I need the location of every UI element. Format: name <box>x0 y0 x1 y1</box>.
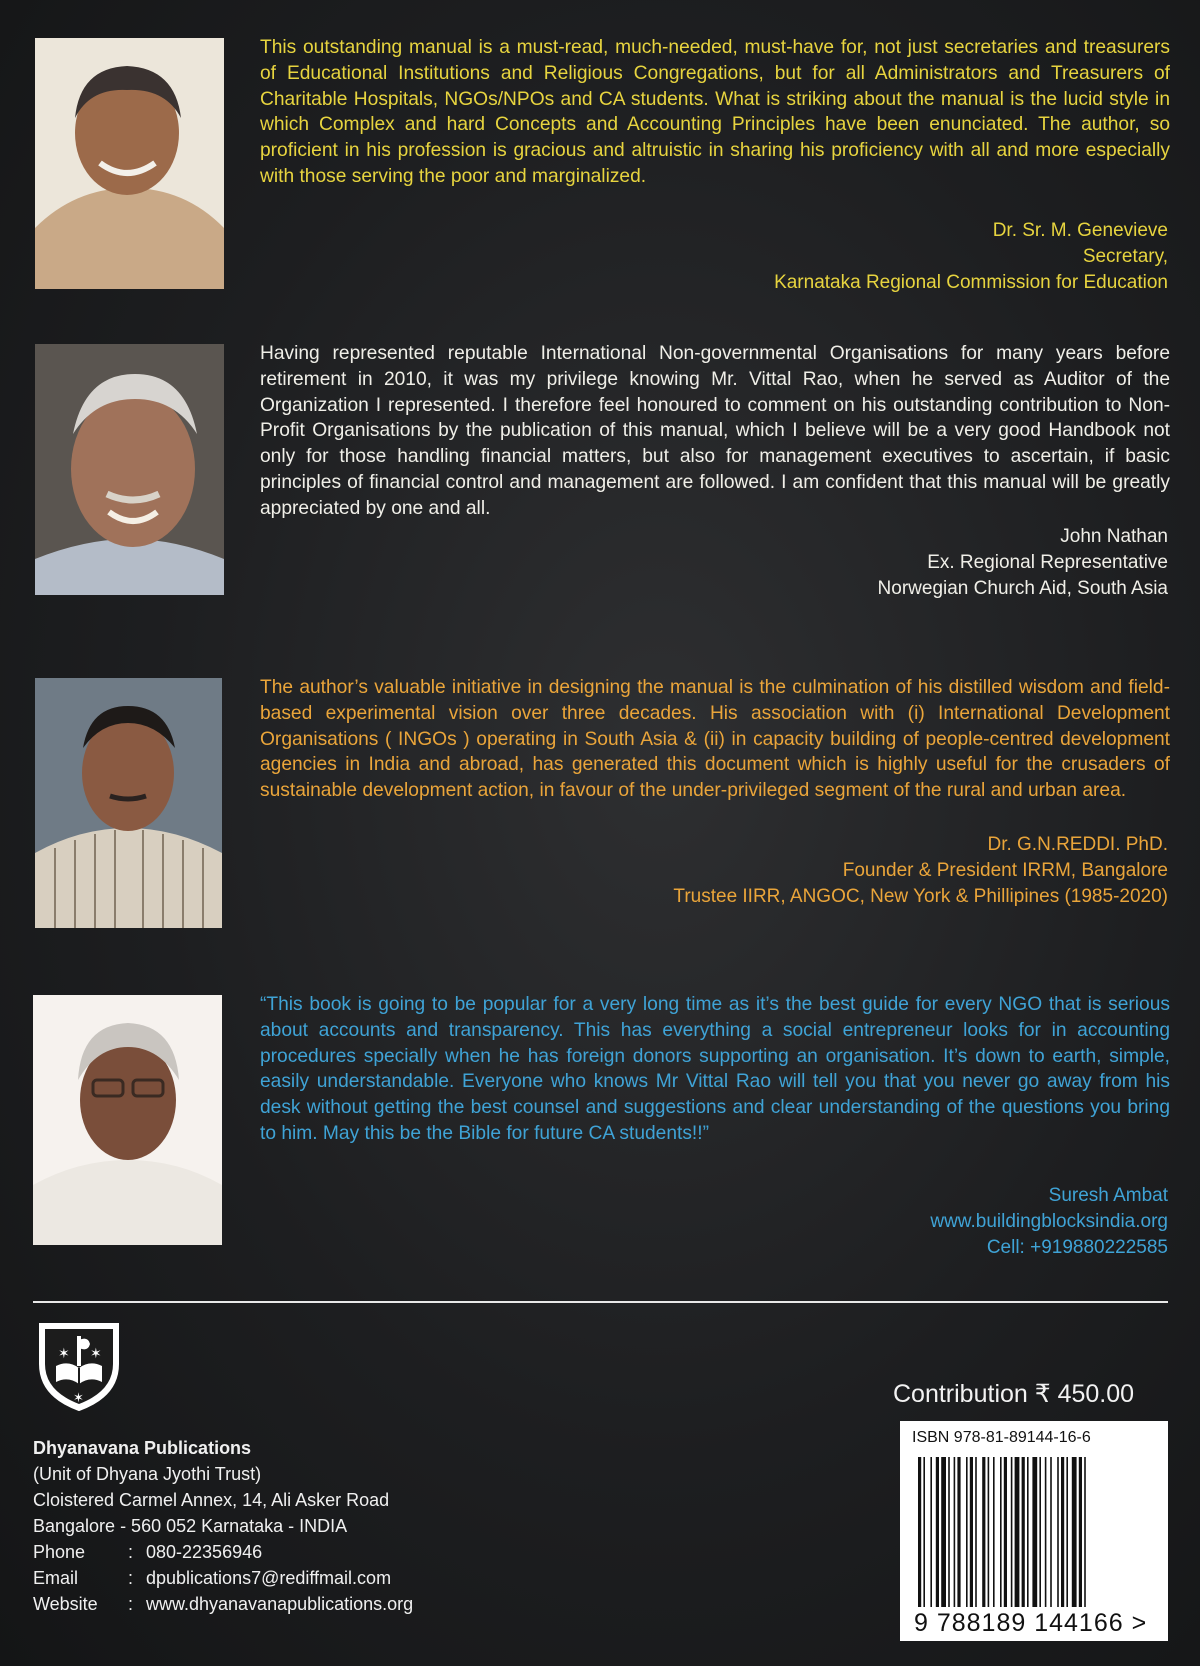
barcode-bar <box>954 1457 956 1607</box>
barcode-bar <box>1045 1457 1047 1607</box>
barcode-bar <box>1057 1457 1059 1607</box>
barcode-bar <box>957 1457 960 1607</box>
testimonial-text-3: The author’s valuable initiative in designing the manual is the culmination of his distilled wisdom and field-based experimental vision over three decades. His association with (i) International Development Organisations ( INGOs ) operating in South Asia & (ii) in capacity building of people-centred development agencies in India and abroad, has generated this document which is highly useful for the crusaders of sustainable development action, in favour of the under-privileged segment of the rural and urban area. <box>260 677 1170 802</box>
publisher-address-line1: Cloistered Carmel Annex, 14, Ali Asker Road <box>33 1490 390 1510</box>
svg-text:✶: ✶ <box>90 1346 102 1362</box>
signature-title: Founder & President IRRM, Bangalore <box>842 860 1168 881</box>
portrait-photo-2 <box>35 344 224 595</box>
signature-title: Ex. Regional Representative <box>927 552 1168 573</box>
publisher-name: Dhyanavana Publications <box>33 1438 252 1458</box>
signature-name: Suresh Ambat <box>1048 1185 1168 1206</box>
barcode-bar <box>975 1457 977 1607</box>
email-label: Email <box>33 1568 79 1588</box>
portrait-photo-4 <box>33 995 222 1245</box>
isbn-label: ISBN 978-81-89144-16-6 <box>912 1429 1091 1446</box>
barcode-bar <box>948 1457 950 1607</box>
barcode-bar <box>1061 1457 1064 1607</box>
signature-org: Trustee IIRR, ANGOC, New York & Phillipines (1985-2020) <box>673 886 1168 907</box>
barcode-bar <box>1000 1457 1002 1607</box>
barcode-bar <box>982 1457 985 1607</box>
signature-block-3 <box>673 832 1168 910</box>
barcode-bar <box>1050 1457 1052 1607</box>
barcode-bar <box>1027 1457 1029 1607</box>
signature-title: Secretary, <box>1082 246 1168 267</box>
barcode-bar <box>1015 1457 1020 1607</box>
signature-name: Dr. G.N.REDDI. PhD. <box>987 834 1168 855</box>
website-label: Website <box>33 1594 98 1614</box>
publisher-unit: (Unit of Dhyana Jyothi Trust) <box>33 1464 262 1484</box>
email-value: dpublications7@rediffmail.com <box>146 1568 392 1588</box>
signature-block-1 <box>774 218 1168 296</box>
barcode-bar <box>1066 1457 1068 1607</box>
barcode-bar <box>918 1457 921 1607</box>
barcode-bar <box>930 1457 932 1607</box>
phone-label: Phone <box>33 1542 86 1562</box>
barcode-bar <box>1079 1457 1082 1607</box>
barcode-bar <box>1039 1457 1041 1607</box>
barcode-bar <box>1072 1457 1077 1607</box>
barcode-bar <box>1004 1457 1007 1607</box>
barcode-bar <box>970 1457 973 1607</box>
website-value: www.dhyanavanapublications.org <box>146 1594 414 1614</box>
barcode-number: 9 788189 144166 > <box>914 1609 1148 1637</box>
website-separator: : <box>128 1594 134 1614</box>
testimonial-text-2: Having represented reputable International Non-governmental Organisations for many years before retirement in 2010, it was my privilege knowing Mr. Vittal Rao, when he served as Auditor of the Organization I represented. I therefore feel honoured to comment on his outstanding contribution to Non-Profit Organisations by the publication of this manual, which I believe will be a very good Handbook not only for those handling financial matters, but also for management executives to ascertain, if basic principles of financial control and management are followed. I am confident that this manual will be greatly appreciated by one and all. <box>260 343 1170 519</box>
svg-text:✶: ✶ <box>58 1346 70 1362</box>
barcode-bar <box>923 1457 925 1607</box>
barcode-bar <box>993 1457 995 1607</box>
testimonial-text-1: This outstanding manual is a must-read, much-needed, must-have for, not just secretaries and treasurers of Educational Institutions and Religious Congregations, but for all Administrators and Treasurers of Charitable Hospitals, NGOs/NPOs and CA students. What is striking about the manual is the lucid style in which Complex and hard Concepts and Accounting Principles have been enunciated. The author, so proficient in his profession is gracious and altruistic in sharing his proficiency with all and more especially with those serving the poor and marginalized. <box>260 37 1170 187</box>
email-separator: : <box>128 1568 134 1588</box>
signature-block-4 <box>930 1183 1168 1261</box>
signature-org: Norwegian Church Aid, South Asia <box>877 578 1168 599</box>
signature-block-2 <box>878 524 1168 602</box>
publisher-logo-icon <box>36 1320 122 1414</box>
barcode-bar <box>1032 1457 1037 1607</box>
signature-phone: Cell: +919880222585 <box>986 1237 1168 1258</box>
signature-website: www.buildingblocksindia.org <box>930 1211 1168 1232</box>
publisher-contact-table <box>33 1539 413 1617</box>
barcode-bars <box>914 1457 1158 1607</box>
portrait-photo-3 <box>35 678 222 928</box>
barcode-bar <box>988 1457 990 1607</box>
barcode-bar <box>1084 1457 1086 1607</box>
signature-org: Karnataka Regional Commission for Education <box>774 272 1168 293</box>
publisher-address-line2: Bangalore - 560 052 Karnataka - INDIA <box>33 1516 348 1536</box>
portrait-photo-1 <box>35 38 224 289</box>
publisher-info <box>33 1435 413 1617</box>
barcode-bar <box>936 1457 939 1607</box>
signature-name: Dr. Sr. M. Genevieve <box>992 220 1168 241</box>
isbn-barcode <box>900 1421 1168 1641</box>
barcode-bar <box>966 1457 968 1607</box>
signature-name: John Nathan <box>1060 526 1168 547</box>
svg-text:✶: ✶ <box>73 1391 84 1406</box>
divider-rule <box>33 1301 1168 1303</box>
phone-separator: : <box>128 1542 134 1562</box>
barcode-bar <box>1022 1457 1025 1607</box>
phone-value: 080-22356946 <box>146 1542 263 1562</box>
barcode-bar <box>941 1457 946 1607</box>
barcode-bar <box>1011 1457 1013 1607</box>
testimonial-text-4: “This book is going to be popular for a very long time as it’s the best guide for every NGO that is serious about accounts and transparency. This has everything a social entrepreneur looks for in accounting procedures specially when he has foreign donors supporting an organisation. It’s down to earth, simple, easily understandable. Everyone who knows Mr Vittal Rao will tell you that you never go away from his desk without getting the best counsel and suggestions and clear understanding of the questions you bring to him. May this be the Bible for future CA students!!” <box>260 994 1170 1144</box>
price-label: Contribution ₹ 450.00 <box>893 1380 1135 1408</box>
